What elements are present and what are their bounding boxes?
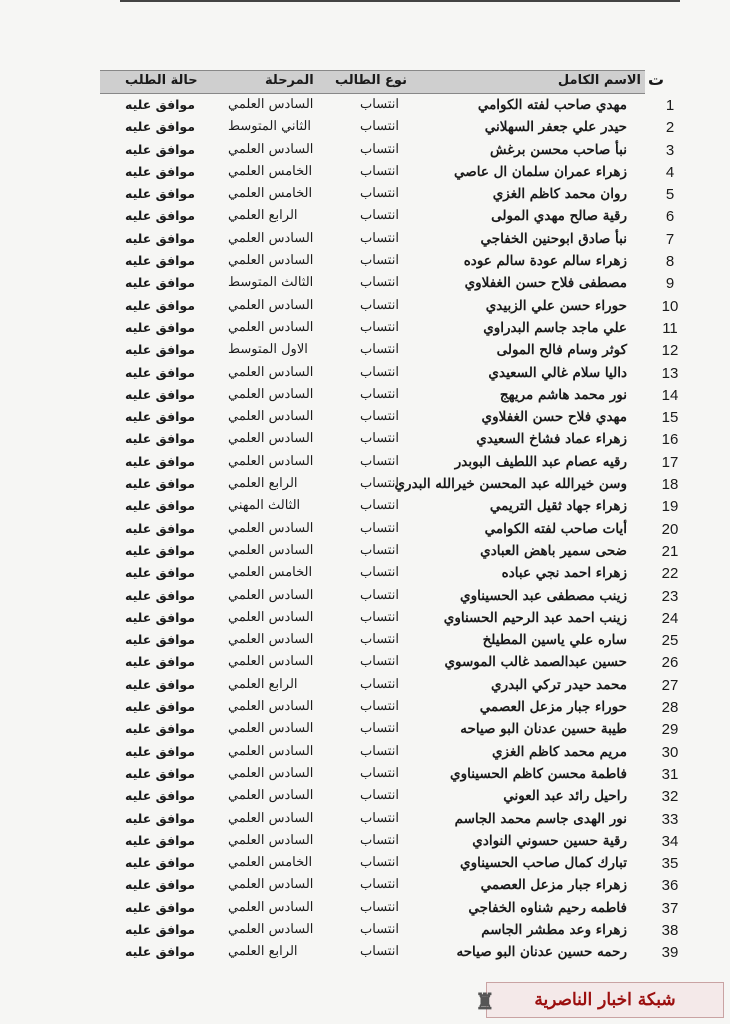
- row-number: 34: [661, 832, 679, 850]
- row-stage: الثاني المتوسط: [228, 119, 312, 135]
- row-request-status: موافق عليه: [125, 498, 195, 514]
- row-student-type: انتساب: [360, 342, 399, 358]
- row-student-type: انتساب: [360, 743, 399, 759]
- table-row: [100, 897, 679, 919]
- row-number: 20: [661, 520, 679, 538]
- row-full-name: وسن خيرالله عبد المحسن خيرالله البدري: [394, 476, 627, 493]
- row-stage: السادس العلمي: [228, 587, 314, 603]
- row-stage: السادس العلمي: [228, 319, 314, 335]
- row-student-type: انتساب: [360, 409, 399, 425]
- table-row: [100, 629, 679, 651]
- row-student-type: انتساب: [360, 587, 399, 603]
- row-stage: السادس العلمي: [228, 97, 314, 112]
- row-request-status: موافق عليه: [125, 788, 195, 804]
- row-full-name: رقيه عصام عبد اللطيف البوبدر: [454, 453, 627, 470]
- row-stage: السادس العلمي: [228, 721, 314, 737]
- row-full-name: راحيل رائد عبد العوني: [503, 788, 627, 805]
- row-student-type: انتساب: [360, 319, 399, 335]
- table-row: [100, 651, 679, 673]
- row-student-type: انتساب: [360, 520, 399, 536]
- table-row: [100, 295, 679, 317]
- row-number: 24: [661, 609, 679, 627]
- row-stage: الرابع العلمي: [228, 208, 298, 224]
- row-stage: الخامس العلمي: [228, 565, 313, 581]
- row-stage: السادس العلمي: [228, 632, 314, 648]
- row-number: 27: [661, 676, 679, 694]
- row-full-name: مريم محمد كاظم الغزي: [491, 743, 627, 760]
- row-request-status: موافق عليه: [125, 632, 195, 648]
- row-number: 29: [661, 721, 679, 739]
- row-student-type: انتساب: [360, 453, 399, 469]
- row-full-name: زهراء عمران سلمان ال عاصي: [453, 163, 627, 180]
- row-full-name: ضحى سمير باهض العبادي: [480, 542, 627, 559]
- row-stage: السادس العلمي: [228, 297, 314, 313]
- row-stage: الرابع العلمي: [228, 944, 298, 960]
- table-row: [100, 205, 675, 227]
- row-request-status: موافق عليه: [125, 319, 195, 335]
- row-stage: السادس العلمي: [228, 230, 314, 246]
- row-request-status: موافق عليه: [125, 877, 195, 893]
- row-full-name: زهراء وعد مطشر الجاسم: [481, 921, 627, 938]
- row-student-type: انتساب: [360, 186, 399, 202]
- row-stage: السادس العلمي: [228, 431, 314, 447]
- row-stage: الثالث المتوسط: [228, 275, 314, 291]
- row-stage: السادس العلمي: [228, 654, 314, 670]
- row-number: 12: [661, 342, 679, 360]
- row-stage: السادس العلمي: [228, 520, 314, 536]
- row-full-name: محمد حيدر تركي البدري: [491, 676, 627, 693]
- header-stage: المرحلة: [265, 73, 314, 88]
- row-student-type: انتساب: [360, 542, 399, 558]
- row-stage: السادس العلمي: [228, 364, 314, 380]
- table-row: [100, 852, 679, 874]
- table-row: [100, 161, 675, 183]
- row-student-type: انتساب: [360, 253, 399, 269]
- row-full-name: مهدي صاحب لفته الكوامي: [477, 97, 627, 113]
- row-full-name: ساره علي ياسين المطيلخ: [482, 632, 627, 649]
- table-row: [100, 585, 679, 607]
- row-student-type: انتساب: [360, 565, 399, 581]
- row-number: 35: [661, 855, 679, 873]
- row-stage: السادس العلمي: [228, 699, 314, 715]
- row-number: 2: [665, 119, 675, 137]
- row-student-type: انتساب: [360, 810, 399, 826]
- row-student-type: انتساب: [360, 498, 399, 514]
- table-row: [100, 763, 679, 785]
- row-request-status: موافق عليه: [125, 163, 195, 179]
- table-row: [100, 874, 679, 896]
- row-request-status: موافق عليه: [125, 230, 195, 246]
- row-stage: السادس العلمي: [228, 453, 314, 469]
- header-number: ت: [648, 70, 665, 89]
- row-stage: السادس العلمي: [228, 877, 314, 893]
- row-number: 8: [665, 253, 675, 271]
- table-row: [100, 830, 679, 852]
- table-row: [100, 451, 679, 473]
- watermark-logo: [475, 982, 724, 1018]
- students-table: [100, 70, 679, 964]
- row-request-status: موافق عليه: [125, 520, 195, 536]
- row-request-status: موافق عليه: [125, 810, 195, 826]
- row-number: 25: [661, 632, 679, 650]
- row-stage: الخامس العلمي: [228, 186, 313, 202]
- row-full-name: نور الهدى جاسم محمد الجاسم: [454, 810, 627, 827]
- row-student-type: انتساب: [360, 297, 399, 313]
- table-body: [100, 94, 679, 964]
- row-number: 17: [661, 453, 679, 471]
- row-number: 38: [661, 921, 679, 939]
- table-row: [100, 473, 679, 495]
- row-student-type: انتساب: [360, 609, 399, 625]
- table-row: [100, 718, 679, 740]
- row-request-status: موافق عليه: [125, 699, 195, 715]
- row-number: 18: [661, 476, 679, 494]
- row-full-name: روان محمد كاظم الغزي: [492, 186, 627, 203]
- row-request-status: موافق عليه: [125, 386, 195, 402]
- row-full-name: زهراء سالم عودة سالم عوده: [463, 253, 627, 270]
- table-row: [100, 607, 679, 629]
- table-row: [100, 808, 679, 830]
- row-stage: السادس العلمي: [228, 788, 314, 804]
- row-student-type: انتساب: [360, 163, 399, 179]
- table-row: [100, 139, 675, 161]
- row-number: 28: [661, 699, 679, 717]
- table-row: [100, 562, 679, 584]
- row-number: 7: [665, 230, 675, 248]
- row-request-status: موافق عليه: [125, 676, 195, 692]
- watermark-text: شبكة اخبار الناصرية: [534, 990, 676, 1010]
- row-full-name: نبأ صاحب محسن برغش: [490, 141, 627, 158]
- row-number: 19: [661, 498, 679, 516]
- row-number: 5: [665, 186, 675, 204]
- row-full-name: زينب مصطفى عبد الحسيناوي: [460, 587, 627, 604]
- table-row: [100, 696, 679, 718]
- row-number: 23: [661, 587, 679, 605]
- row-request-status: موافق عليه: [125, 208, 195, 224]
- row-student-type: انتساب: [360, 632, 399, 648]
- top-edge-line: [120, 0, 680, 2]
- table-row: [100, 384, 679, 406]
- row-student-type: انتساب: [360, 832, 399, 848]
- row-request-status: موافق عليه: [125, 765, 195, 781]
- header-full-name: الاسم الكامل: [557, 73, 641, 88]
- row-request-status: موافق عليه: [125, 921, 195, 937]
- row-full-name: زهراء عماد فشاخ السعيدي: [476, 431, 627, 448]
- row-full-name: زينب احمد عبد الرحيم الحسناوي: [443, 609, 627, 626]
- row-full-name: رقية صالح مهدي المولى: [491, 208, 627, 225]
- row-number: 32: [661, 788, 679, 806]
- row-request-status: موافق عليه: [125, 453, 195, 469]
- table-header: [100, 70, 645, 94]
- row-student-type: انتساب: [360, 275, 399, 291]
- row-request-status: موافق عليه: [125, 342, 195, 358]
- row-number: 39: [661, 944, 679, 962]
- table-row: [100, 540, 679, 562]
- row-full-name: حيدر علي جعفر السهلاني: [484, 119, 627, 136]
- row-student-type: انتساب: [360, 855, 399, 871]
- row-request-status: موافق عليه: [125, 565, 195, 581]
- table-row: [100, 495, 679, 517]
- row-request-status: موافق عليه: [125, 364, 195, 380]
- row-request-status: موافق عليه: [125, 253, 195, 269]
- table-row: [100, 317, 678, 339]
- row-full-name: زهراء احمد نجي عباده: [501, 565, 627, 582]
- table-row: [100, 228, 675, 250]
- row-number: 33: [661, 810, 679, 828]
- row-number: 31: [661, 765, 679, 783]
- row-stage: الاول المتوسط: [228, 342, 308, 358]
- row-student-type: انتساب: [360, 765, 399, 781]
- row-full-name: داليا سلام غالي السعيدي: [488, 364, 627, 381]
- row-full-name: مهدي فلاح حسن الغفلاوي: [481, 409, 627, 426]
- table-row: [100, 94, 675, 116]
- row-stage: السادس العلمي: [228, 542, 314, 558]
- row-full-name: مصطفى فلاح حسن الغفلاوي: [464, 275, 627, 292]
- table-row: [100, 272, 675, 294]
- row-request-status: موافق عليه: [125, 141, 195, 157]
- row-number: 9: [665, 275, 675, 293]
- table-row: [100, 406, 679, 428]
- row-request-status: موافق عليه: [125, 542, 195, 558]
- row-student-type: انتساب: [360, 676, 399, 692]
- row-request-status: موافق عليه: [125, 654, 195, 670]
- row-full-name: زهراء جبار مزعل العصمي: [480, 877, 627, 894]
- row-request-status: موافق عليه: [125, 119, 195, 135]
- row-full-name: زهراء جهاد ثقيل التريمي: [489, 498, 627, 515]
- row-number: 1: [665, 97, 675, 114]
- table-row: [100, 250, 675, 272]
- row-request-status: موافق عليه: [125, 186, 195, 202]
- row-request-status: موافق عليه: [125, 587, 195, 603]
- row-stage: السادس العلمي: [228, 810, 314, 826]
- logo-emblem-icon: ♜: [475, 989, 495, 1015]
- table-row: [100, 941, 679, 963]
- table-row: [100, 919, 679, 941]
- row-stage: الخامس العلمي: [228, 855, 313, 871]
- row-request-status: موافق عليه: [125, 431, 195, 447]
- row-number: 14: [661, 386, 679, 404]
- row-full-name: حوراء جبار مزعل العصمي: [479, 699, 627, 716]
- row-request-status: موافق عليه: [125, 476, 195, 492]
- row-number: 3: [665, 141, 675, 159]
- header-request-status: حالة الطلب: [125, 73, 198, 88]
- row-request-status: موافق عليه: [125, 899, 195, 915]
- row-student-type: انتساب: [360, 654, 399, 670]
- row-student-type: انتساب: [360, 364, 399, 380]
- row-request-status: موافق عليه: [125, 743, 195, 759]
- row-stage: الخامس العلمي: [228, 163, 313, 179]
- row-full-name: رقية حسين حسوني النوادي: [472, 832, 627, 849]
- row-student-type: انتساب: [360, 788, 399, 804]
- row-number: 36: [661, 877, 679, 895]
- row-request-status: موافق عليه: [125, 297, 195, 313]
- row-number: 13: [661, 364, 679, 382]
- row-student-type: انتساب: [360, 899, 399, 915]
- row-number: 6: [665, 208, 675, 226]
- row-student-type: انتساب: [360, 721, 399, 737]
- row-request-status: موافق عليه: [125, 721, 195, 737]
- row-full-name: رحمه حسين عدنان البو صياحه: [456, 944, 627, 961]
- row-stage: السادس العلمي: [228, 832, 314, 848]
- row-student-type: انتساب: [360, 119, 399, 135]
- row-full-name: أيات صاحب لفته الكوامي: [484, 520, 627, 537]
- row-student-type: انتساب: [360, 699, 399, 715]
- row-student-type: انتساب: [360, 921, 399, 937]
- row-number: 10: [661, 297, 679, 315]
- row-student-type: انتساب: [360, 208, 399, 224]
- table-row: [100, 674, 679, 696]
- row-student-type: انتساب: [360, 476, 399, 492]
- table-row: [100, 428, 679, 450]
- row-full-name: حسين عبدالصمد غالب الموسوي: [444, 654, 627, 671]
- row-request-status: موافق عليه: [125, 275, 195, 291]
- row-stage: السادس العلمي: [228, 141, 314, 157]
- row-student-type: انتساب: [360, 386, 399, 402]
- row-student-type: انتساب: [360, 97, 399, 112]
- row-stage: السادس العلمي: [228, 921, 314, 937]
- row-number: 16: [661, 431, 679, 449]
- row-stage: السادس العلمي: [228, 743, 314, 759]
- row-stage: السادس العلمي: [228, 386, 314, 402]
- row-number: 37: [661, 899, 679, 917]
- table-row: [100, 785, 679, 807]
- row-stage: السادس العلمي: [228, 409, 314, 425]
- row-number: 15: [661, 409, 679, 427]
- row-number: 26: [661, 654, 679, 672]
- row-request-status: موافق عليه: [125, 409, 195, 425]
- row-request-status: موافق عليه: [125, 855, 195, 871]
- row-full-name: علي ماجد جاسم البدراوي: [483, 319, 627, 336]
- row-stage: السادس العلمي: [228, 765, 314, 781]
- row-number: 4: [665, 163, 675, 181]
- row-stage: السادس العلمي: [228, 253, 314, 269]
- row-number: 30: [661, 743, 679, 761]
- row-student-type: انتساب: [360, 230, 399, 246]
- row-number: 22: [661, 565, 679, 583]
- row-full-name: نبأ صادق ابوحنين الخفاجي: [480, 230, 627, 247]
- table-row: [100, 518, 679, 540]
- table-row: [100, 741, 679, 763]
- header-student-type: نوع الطالب: [335, 73, 407, 88]
- row-request-status: موافق عليه: [125, 97, 195, 112]
- row-student-type: انتساب: [360, 877, 399, 893]
- row-number: 11: [662, 319, 678, 337]
- row-full-name: كوثر وسام فالح المولى: [496, 342, 627, 359]
- row-number: 21: [661, 542, 679, 560]
- row-stage: الرابع العلمي: [228, 476, 298, 492]
- row-stage: السادس العلمي: [228, 899, 314, 915]
- row-full-name: طيبة حسين عدنان البو صياحه: [460, 721, 627, 738]
- table-row: [100, 362, 679, 384]
- table-row: [100, 116, 675, 138]
- row-request-status: موافق عليه: [125, 832, 195, 848]
- row-full-name: فاطمه رحيم شناوه الخفاجي: [468, 899, 627, 916]
- row-request-status: موافق عليه: [125, 944, 195, 960]
- row-student-type: انتساب: [360, 141, 399, 157]
- row-stage: السادس العلمي: [228, 609, 314, 625]
- row-full-name: نور محمد هاشم مريهج: [499, 386, 627, 403]
- row-stage: الثالث المهني: [228, 498, 301, 514]
- table-row: [100, 339, 679, 361]
- row-full-name: حوراء حسن علي الزبيدي: [485, 297, 627, 314]
- row-stage: الرابع العلمي: [228, 676, 298, 692]
- row-full-name: تبارك كمال صاحب الحسيناوي: [460, 855, 627, 872]
- row-student-type: انتساب: [360, 431, 399, 447]
- table-row: [100, 183, 675, 205]
- row-full-name: فاطمة محسن كاظم الحسيناوي: [450, 765, 627, 782]
- row-request-status: موافق عليه: [125, 609, 195, 625]
- row-student-type: انتساب: [360, 944, 399, 960]
